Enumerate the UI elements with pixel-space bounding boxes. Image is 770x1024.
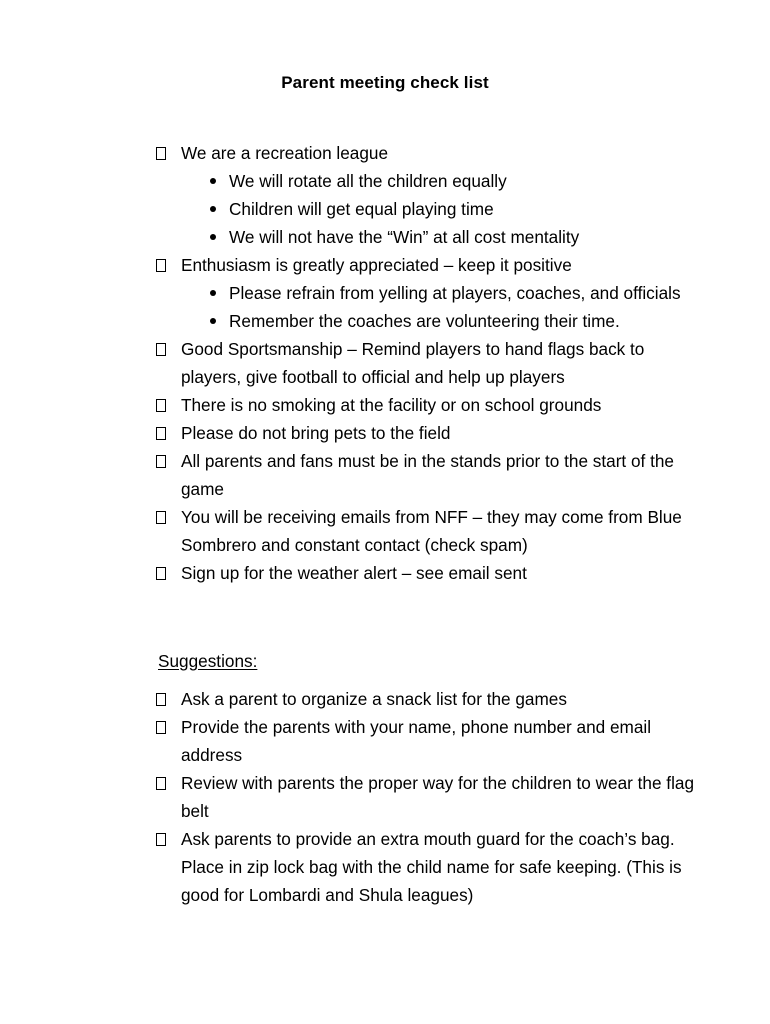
checklist-item [155,139,695,251]
sub-list-item-text: We will rotate all the children equally [229,171,507,191]
suggestion-item-text: Ask parents to provide an extra mouth guard for the coach’s bag. Place in zip lock bag with the child name for safe keeping. (This is good for Lombardi and Shula leagues) [181,829,682,905]
sub-list-item [181,195,695,223]
suggestion-item [155,825,695,909]
checklist-item-text: All parents and fans must be in the stands prior to the start of the game [181,451,674,499]
checkbox-icon [156,147,166,160]
checkbox-icon [156,259,166,272]
checklist-item [155,503,695,559]
checkbox-icon [156,455,166,468]
checklist-item [155,391,695,419]
checklist-item-text: Sign up for the weather alert – see email sent [181,563,527,583]
suggestion-item-text: Ask a parent to organize a snack list for the games [181,689,567,709]
checklist-item [155,447,695,503]
checklist [155,139,695,587]
suggestion-item [155,685,695,713]
checklist-item-text: Please do not bring pets to the field [181,423,451,443]
page-title: Parent meeting check list [281,73,489,92]
checkbox-icon [156,511,166,524]
sub-list [181,167,695,251]
checklist-item-text: We are a recreation league [181,143,389,163]
checklist-item-text: There is no smoking at the facility or on school grounds [181,395,602,415]
bullet-icon [210,178,216,184]
checkbox-icon [156,427,166,440]
sub-list-item [181,223,695,251]
checkbox-icon [156,399,166,412]
suggestion-item-text: Review with parents the proper way for the children to wear the flag belt [181,773,695,821]
sub-list-item-text: Remember the coaches are volunteering their time. [229,311,620,331]
suggestions-heading: Suggestions: [158,651,258,671]
checklist-item [155,335,695,391]
sub-list-item-text: Children will get equal playing time [229,199,494,219]
checkbox-icon [156,343,166,356]
checklist-item-text: Good Sportsmanship – Remind players to hand flags back to players, give football to official and help up players [181,339,645,387]
checkbox-icon [156,833,166,846]
checkbox-icon [156,777,166,790]
bullet-icon [210,206,216,212]
sub-list-item [181,167,695,195]
sub-list [181,279,695,335]
checklist-item-text: You will be receiving emails from NFF – they may come from Blue Sombrero and constant contact (check spam) [181,507,682,555]
checklist-item [155,251,695,335]
checkbox-icon [156,567,166,580]
sub-list-item-text: We will not have the “Win” at all cost mentality [229,227,580,247]
sub-list-item [181,307,695,335]
checkbox-icon [156,721,166,734]
suggestion-item [155,713,695,769]
suggestion-item [155,769,695,825]
suggestion-item-text: Provide the parents with your name, phone number and email address [181,717,652,765]
sub-list-item-text: Please refrain from yelling at players, coaches, and officials [229,283,681,303]
suggestions-list [155,685,695,909]
checklist-item [155,419,695,447]
bullet-icon [210,290,216,296]
checklist-item-text: Enthusiasm is greatly appreciated – keep it positive [181,255,572,275]
bullet-icon [210,234,216,240]
checkbox-icon [156,693,166,706]
sub-list-item [181,279,695,307]
bullet-icon [210,318,216,324]
checklist-item [155,559,695,587]
